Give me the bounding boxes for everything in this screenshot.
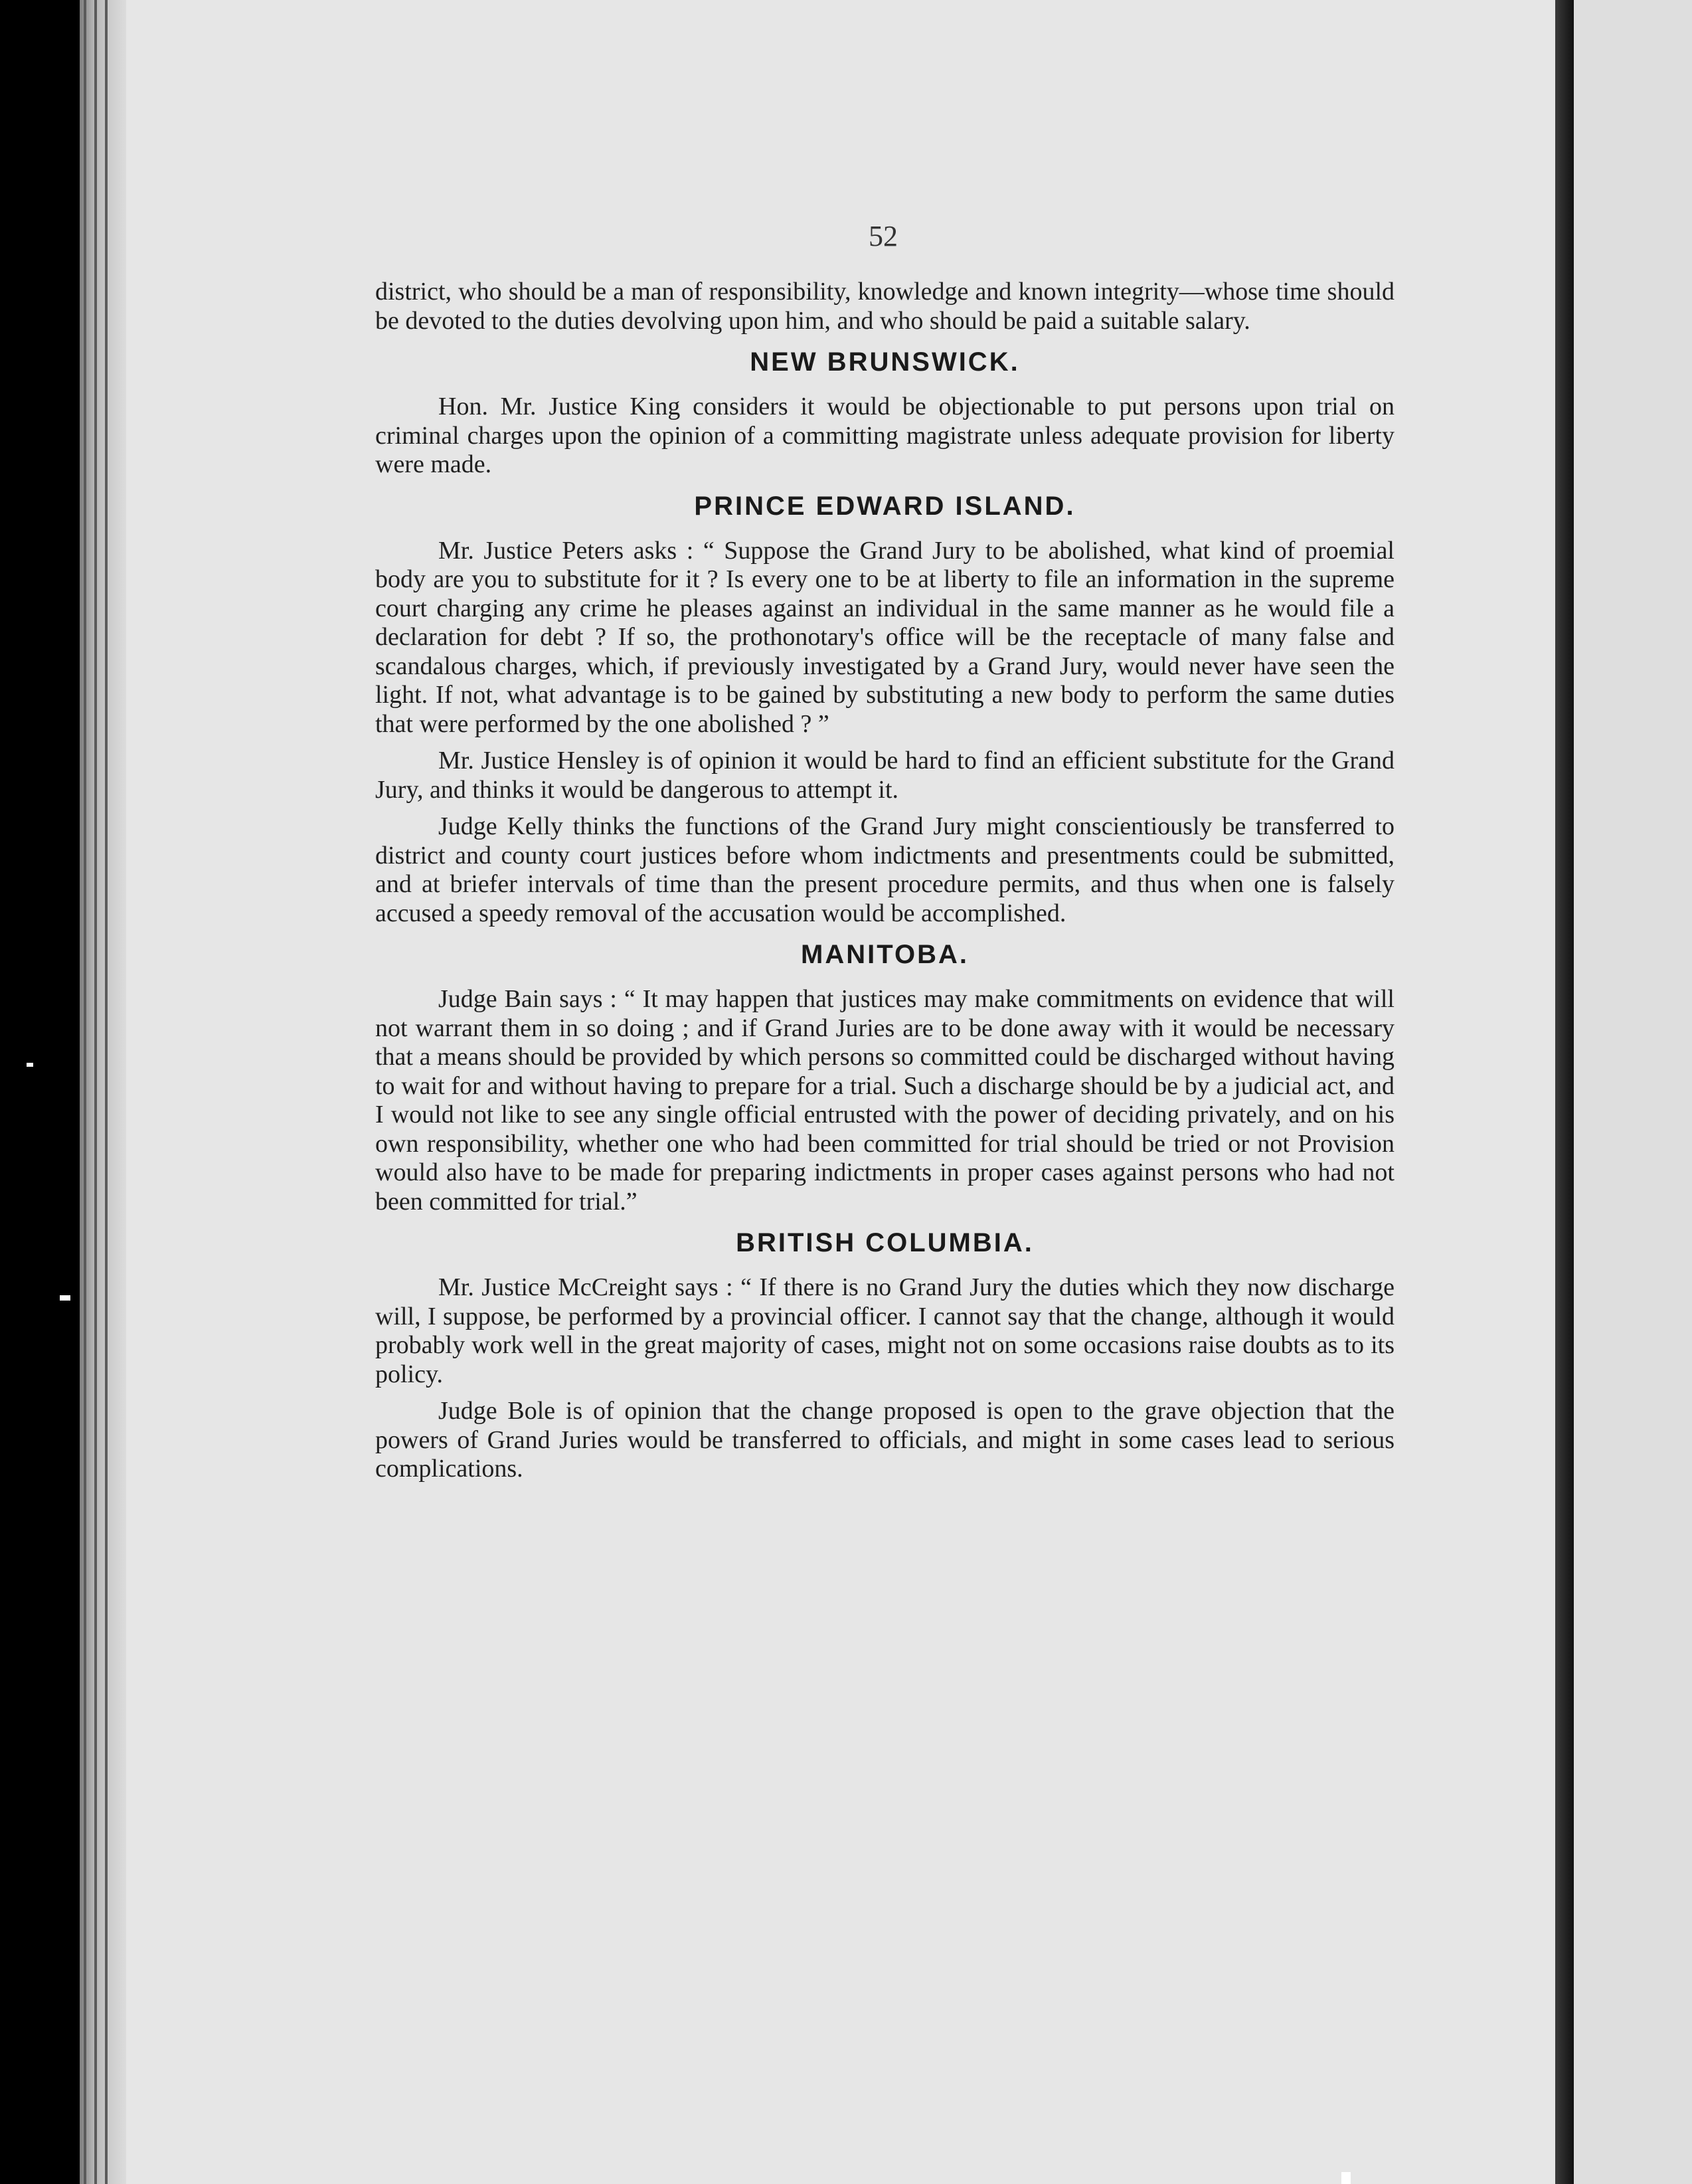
section-heading-new-brunswick: NEW BRUNSWICK.	[750, 347, 1020, 377]
section-heading-manitoba: MANITOBA.	[801, 940, 969, 969]
paragraph: Judge Bain says : “ It may happen that justices may make commitments on evidence that will not warrant them in so doing ; and if Grand Juries are to be done away with it would be necessary that a means should be provided by which persons so committed could be discharged without having to wait for and without having to prepare for a trial. Such a discharge should be by a judicial act, and I would not like to see any single official entrusted with the power of deciding privately, and on his own responsibility, whether one who had been committed for trial should be tried or not Provision would also have to be made for preparing indictments in proper cases against persons who had not been committed for trial.”	[375, 985, 1395, 1216]
continued-paragraph: district, who should be a man of responsibility, knowledge and known integrity—whose time should be devoted to the duties devolving upon him, and who should be paid a suitable salary.	[375, 278, 1395, 335]
paragraph: Hon. Mr. Justice King considers it would be objectionable to put persons upon trial on criminal charges upon the opinion of a committing magistrate unless adequate provision for liberty were made.	[375, 393, 1395, 478]
paragraph: Mr. Justice McCreight says : “ If there is no Grand Jury the duties which they now discharge will, I suppose, be performed by a provincial officer. I cannot say that the change, although it would probably work well in the great majority of cases, might not on some occasions raise doubts as to its policy.	[375, 1273, 1395, 1388]
scan-speck	[60, 1295, 70, 1301]
page-number: 52	[869, 220, 898, 252]
section-heading-prince-edward-island: PRINCE EDWARD ISLAND.	[694, 491, 1076, 521]
scan-speck	[27, 1063, 33, 1067]
book-page-edge	[80, 0, 126, 2184]
paragraph: Mr. Justice Hensley is of opinion it would be hard to find an efficient substitute for the Grand Jury, and thinks it would be dangerous to attempt it.	[375, 747, 1395, 804]
paragraph: Judge Bole is of opinion that the change proposed is open to the grave objection that the powers of Grand Juries would be transferred to officials, and might in some cases lead to serious complications.	[375, 1397, 1395, 1483]
book-gutter	[1555, 0, 1574, 2184]
paragraph: Mr. Justice Peters asks : “ Suppose the Grand Jury to be abolished, what kind of proemial body are you to substitute for it ? Is every one to be at liberty to file an information in the supreme court charging any crime he pleases against an individual in the same manner as he would file a declaration for debt ? If so, the prothonotary's office will be the receptacle of many false and scandalous charges, which, if previously investigated by a Grand Jury, would never have seen the light. If not, what advantage is to be gained by substituting a new body to perform the same duties that were performed by the one abolished ? ”	[375, 536, 1395, 738]
section-heading-british-columbia: BRITISH COLUMBIA.	[736, 1228, 1034, 1257]
paragraph: Judge Kelly thinks the functions of the Grand Jury might conscientiously be transferred to district and county court justices before whom indictments and presentments could be submitted, and at briefer intervals of time than the present procedure permits, and thus when one is falsely accused a speedy removal of the accusation would be accomplished.	[375, 812, 1395, 927]
adjacent-page-edge	[1574, 0, 1692, 2184]
page-content	[375, 278, 1395, 1492]
scan-speck	[1341, 2172, 1351, 2184]
